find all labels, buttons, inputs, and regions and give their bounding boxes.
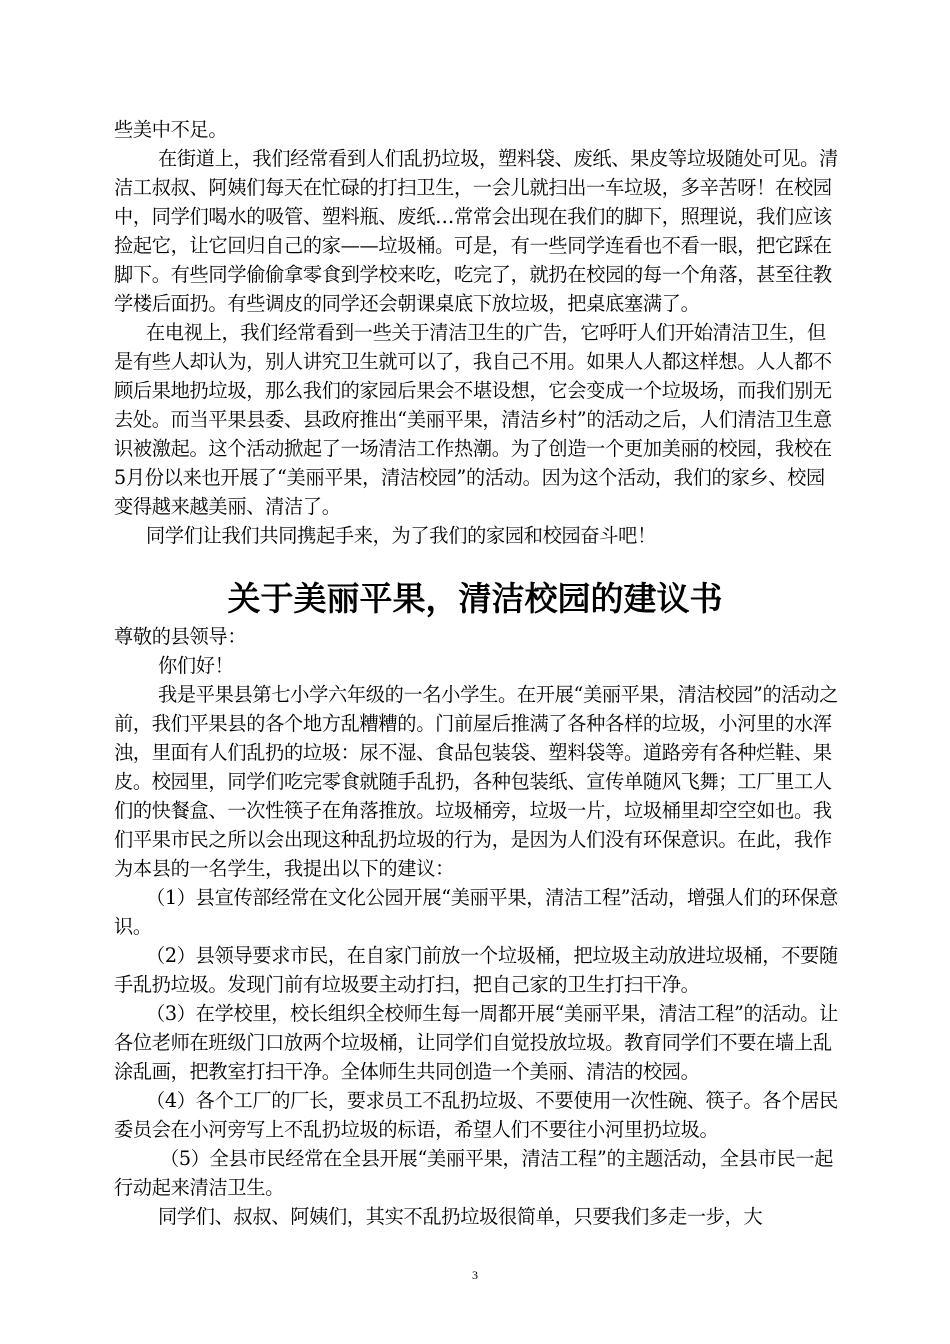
suggestion-item: （2）县领导要求市民，在自家门前放一个垃圾桶，把垃圾主动放进垃圾桶，不要随手乱扔垃圾。发现门前有垃圾要主动打扫，把自己家的卫生打扫干净。 [114,944,838,996]
suggestion-item: （5）全县市民经常在全县开展“美丽平果，清洁工程”的主题活动，全县市民一起行动起来清洁卫生。 [114,1147,834,1199]
paragraph: 在电视上，我们经常看到一些关于清洁卫生的广告，它呼吁人们开始清洁卫生，但是有些人却认为，别人讲究卫生就可以了，我自己不用。如果人人都这样想。人人都不顾后果地扔垃圾，那么我们的家园后果会不堪设想，它会变成一个垃圾场，而我们别无去处。而当平果县委、县政府推出“美丽平果，清洁乡村”的活动之后，人们清洁卫生意识被激起。这个活动掀起了一场清洁工作热潮。为了创造一个更加美丽的校园，我校在5月份以来也开展了“美丽平果，清洁校园”的活动。因为这个活动，我们的家乡、校园变得越来越美丽、清洁了。 [114,321,832,518]
suggestion-item: （3）在学校里，校长组织全校师生每一周都开展“美丽平果，清洁工程”的活动。让各位老师在班级门口放两个垃圾桶，让同学们自觉投放垃圾。教育同学们不要在墙上乱涂乱画，把教室打扫干净。全体师生共同创造一个美丽、清洁的校园。 [114,1002,838,1083]
essay-section [114,115,840,550]
paragraph: 在街道上，我们经常看到人们乱扔垃圾，塑料袋、废纸、果皮等垃圾随处可见。清洁工叔叔、阿姨们每天在忙碌的打扫卫生，一会儿就扫出一车垃圾，多辛苦呀！在校园中，同学们喝水的吸管、塑料瓶、废纸…常常会出现在我们的脚下，照理说，我们应该捡起它，让它回归自己的家——垃圾桶。可是，有一些同学连看也不看一眼，把它踩在脚下。有些同学偷偷拿零食到学校来吃，吃完了，就扔在校园的每一个角落，甚至往教学楼后面扔。有些调皮的同学还会朝课桌底下放垃圾，把桌底塞满了。 [114,147,838,315]
suggestion-item: （4）各个工厂的厂长，要求员工不乱扔垃圾、不要使用一次性碗、筷子。各个居民委员会在小河旁写上不乱扔垃圾的标语，希望人们不要往小河里扔垃圾。 [114,1089,838,1141]
proposal-letter [114,622,840,1231]
document-title: 关于美丽平果，清洁校园的建议书 [227,579,723,618]
intro-paragraph: 我是平果县第七小学六年级的一名小学生。在开展“美丽平果，清洁校园”的活动之前，我们平果县的各个地方乱糟糟的。门前屋后推满了各种各样的垃圾，小河里的水浑浊，里面有人们乱扔的垃圾：尿不湿、食品包装袋、塑料袋等。道路旁有各种烂鞋、果皮。校园里，同学们吃完零食就随手乱扔，各种包装纸、宣传单随风飞舞；工厂里工人们的快餐盒、一次性筷子在角落推放。垃圾桶旁，垃圾一片，垃圾桶里却空空如也。我们平果市民之所以会出现这种乱扔垃圾的行为，是因为人们没有环保意识。在此，我作为本县的一名学生，我提出以下的建议： [114,683,839,880]
page-number: 3 [472,1268,478,1282]
paragraph: 同学们让我们共同携起手来，为了我们的家园和校园奋斗吧！ [146,524,656,547]
suggestion-item: （1）县宣传部经常在文化公园开展“美丽平果，清洁工程”活动，增强人们的环保意识。 [114,886,838,938]
closing-paragraph: 同学们、叔叔、阿姨们，其实不乱扔垃圾很简单，只要我们多走一步，大 [158,1205,763,1228]
greeting: 你们好！ [158,654,234,677]
paragraph: 些美中不足。 [114,118,228,141]
salutation: 尊敬的县领导： [114,625,247,648]
